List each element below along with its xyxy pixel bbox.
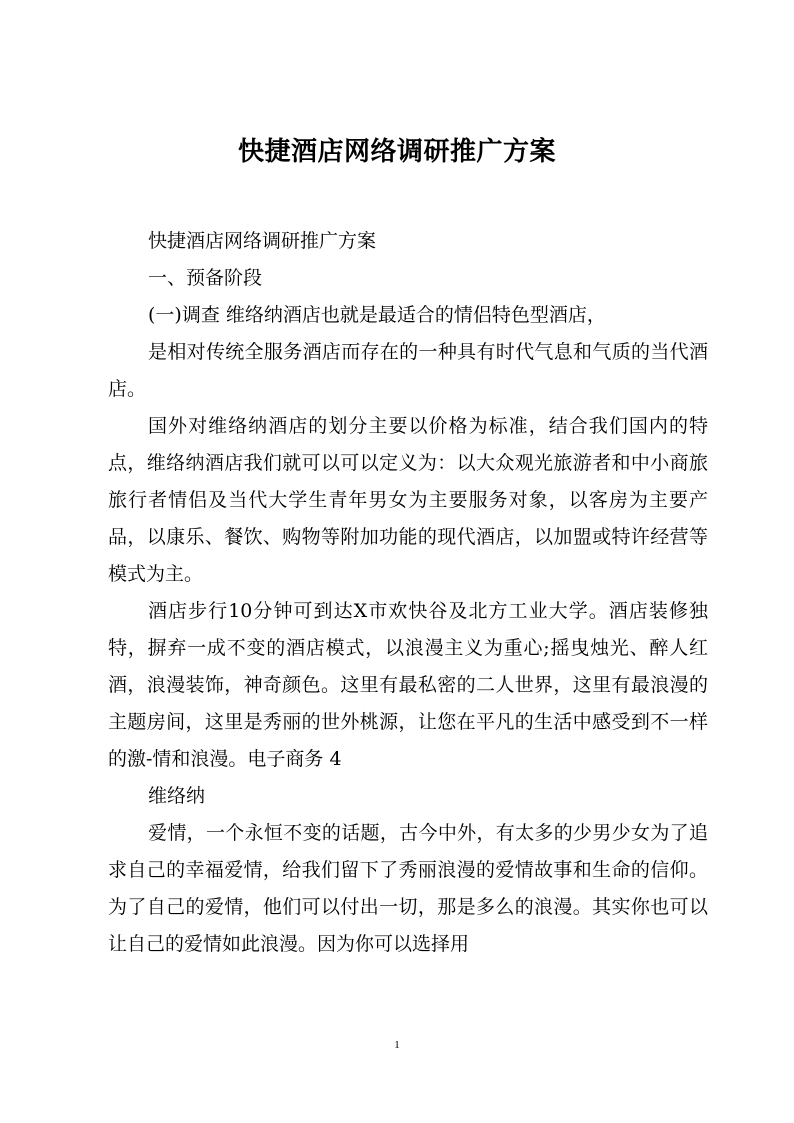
paragraph: 一、预备阶段	[148, 267, 263, 289]
document-body	[108, 223, 708, 963]
paragraph: 维络纳	[148, 785, 206, 807]
page-number: 1	[394, 1039, 400, 1051]
paragraph: 快捷酒店网络调研推广方案	[148, 230, 377, 252]
paragraph: 国外对维络纳酒店的划分主要以价格为标准，结合我们国内的特点，维络纳酒店我们就可以可以定义为：以大众观光旅游者和中小商旅旅行者情侣及当代大学生青年男女为主要服务对象，以客房为主要产品，以康乐、餐饮、购物等附加功能的现代酒店，以加盟或特许经营等模式为主。	[108, 415, 708, 585]
paragraph: (一)调查 维络纳酒店也就是最适合的情侣特色型酒店，	[148, 304, 606, 326]
paragraph: 爱情，一个永恒不变的话题，古今中外，有太多的少男少女为了追求自己的幸福爱情，给我们留下了秀丽浪漫的爱情故事和生命的信仰。为了自己的爱情，他们可以付出一切，那是多么的浪漫。其实你也可以让自己的爱情如此浪漫。因为你可以选择用	[108, 822, 708, 955]
paragraph: 是相对传统全服务酒店而存在的一种具有时代气息和气质的当代酒店。	[108, 341, 708, 400]
paragraph: 酒店步行10分钟可到达X市欢快谷及北方工业大学。酒店装修独特，摒弃一成不变的酒店模式，以浪漫主义为重心;摇曳烛光、醉人红酒，浪漫装饰，神奇颜色。这里有最私密的二人世界，这里有最浪漫的主题房间，这里是秀丽的世外桃源，让您在平凡的生活中感受到不一样的激-情和浪漫。电子商务 4	[108, 600, 708, 770]
page-title: 快捷酒店网络调研推广方案	[237, 137, 556, 167]
